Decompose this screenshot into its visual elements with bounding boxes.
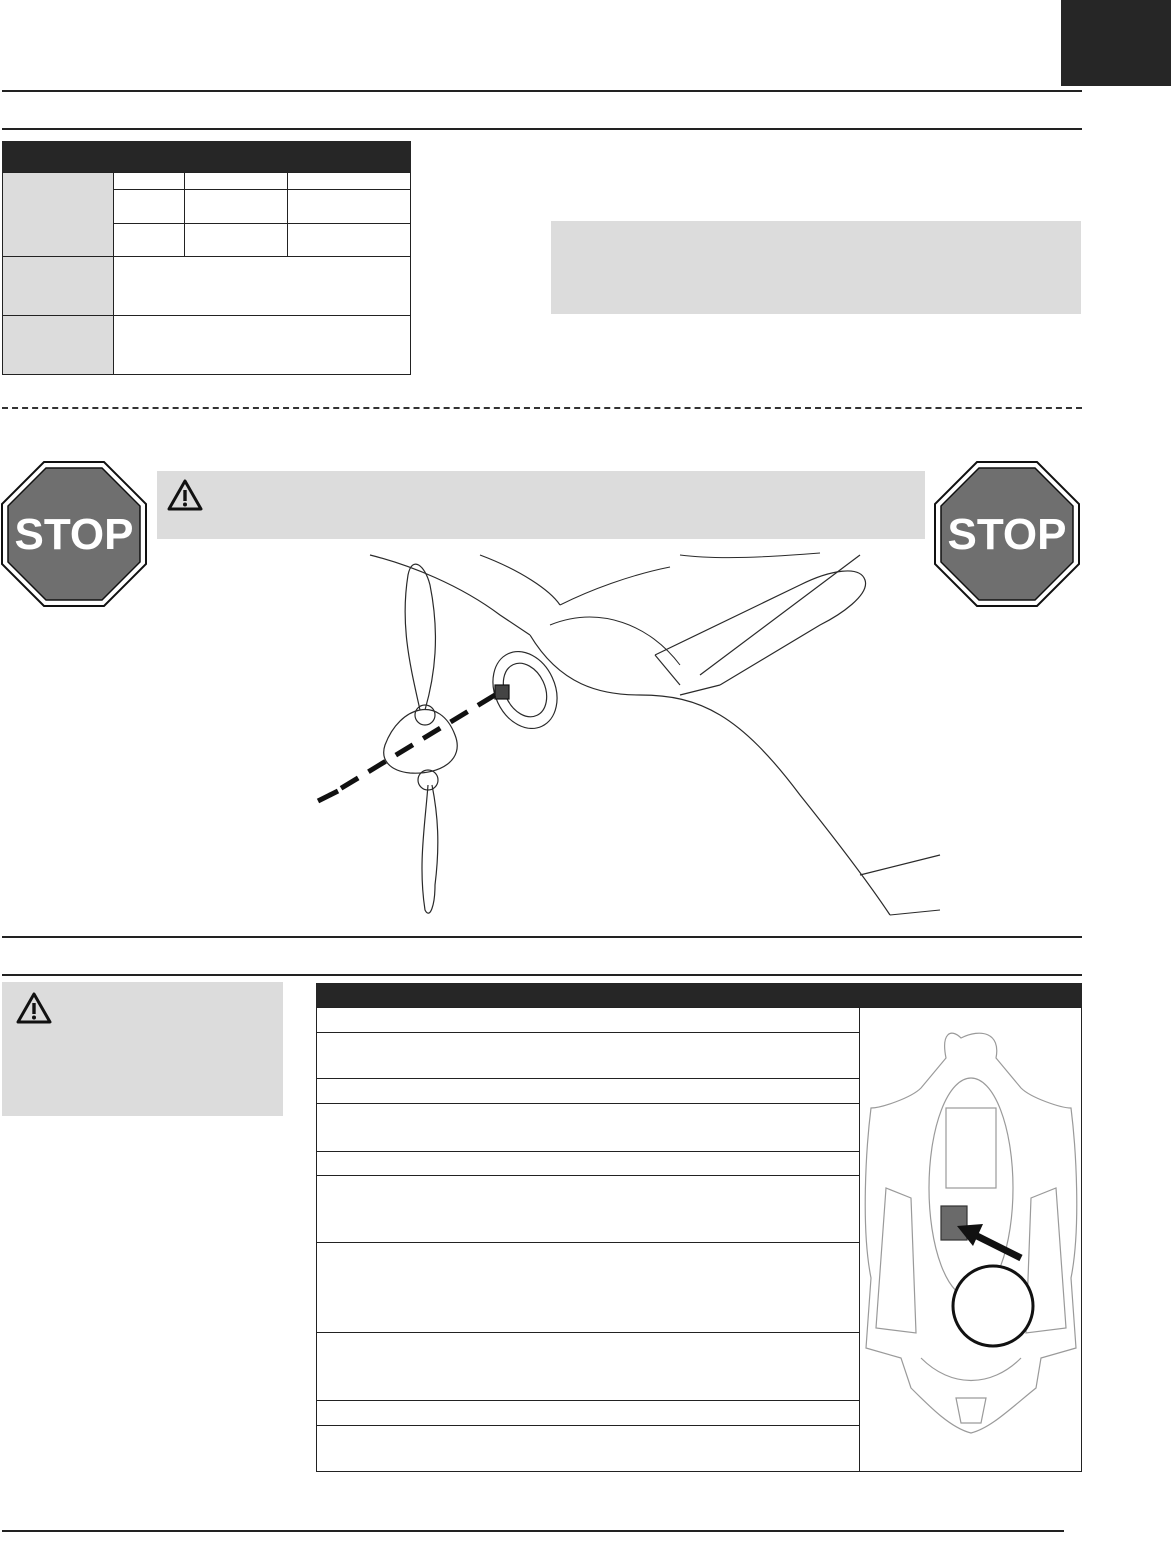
propeller-installation-drawing [300,545,945,920]
section-rule [2,974,1082,976]
footer-rule [2,1530,1064,1532]
spec-row-label [3,316,114,374]
spec-table [2,141,411,375]
spec-value-grid [114,173,410,257]
spec-row-label [3,257,114,316]
procedure-step-divider [317,1425,860,1426]
header-rule [2,90,1082,92]
procedure-step-divider [317,1078,860,1079]
spec-row-label [3,173,114,257]
procedure-step-divider [317,1332,860,1333]
procedure-table-body [316,1007,1082,1472]
procedure-step-divider [317,1151,860,1152]
stop-sign-icon [0,460,148,608]
procedure-step-divider [317,1103,860,1104]
procedure-column-divider [859,1008,860,1471]
stop-sign-icon [933,460,1081,608]
fuselage-battery-bay-drawing [861,1028,1081,1458]
section-rule [2,128,1082,130]
warning-icon [167,479,203,511]
note-box [551,221,1081,314]
chapter-tab [1061,0,1171,86]
warning-icon [16,992,52,1024]
warning-box [2,982,283,1116]
procedure-step-divider [317,1175,860,1176]
procedure-step-divider [317,1032,860,1033]
stop-sign-label: STOP [947,510,1067,559]
procedure-step-divider [317,1242,860,1243]
procedure-table-header [316,983,1082,1007]
spec-value-cell [114,257,410,316]
warning-banner [157,471,925,539]
dashed-separator [2,407,1082,409]
spec-table-body [2,172,411,375]
procedure-step-divider [317,1400,860,1401]
spec-table-header [2,141,411,172]
procedure-table [316,983,1082,1472]
procedure-steps [317,1008,860,1471]
callout-arrow-icon [861,1028,1081,1458]
section-rule [2,936,1082,938]
stop-sign-label: STOP [14,510,134,559]
